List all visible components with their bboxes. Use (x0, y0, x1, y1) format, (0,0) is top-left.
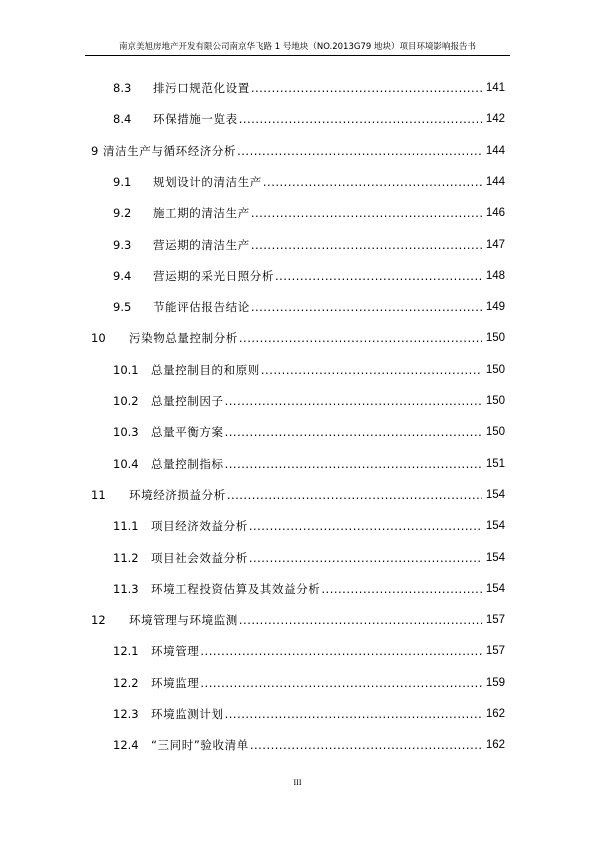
toc-entry-page: 144 (485, 175, 505, 188)
header-rule (85, 55, 510, 56)
toc-entry-title: 营运期的采光日照分析 (153, 268, 274, 283)
toc-entry-page: 162 (485, 739, 505, 752)
toc-entry-title: 节能评估报告结论 (153, 300, 250, 315)
toc-entry-title: 营运期的清洁生产 (153, 237, 250, 252)
toc-entry-number: 11.1 (113, 519, 139, 534)
toc-entry-number: 12.2 (113, 675, 139, 690)
toc-entry-title: 环境经济损益分析 (129, 487, 226, 502)
toc-entry-title: 环境监理 (151, 675, 200, 690)
toc-dot-leader (227, 488, 482, 502)
toc-entry-title: 环境工程投资估算及其效益分析 (151, 581, 321, 596)
toc-entry-page: 150 (485, 363, 505, 376)
toc-entry-title: 规划设计的清洁生产 (153, 174, 262, 189)
toc-entry-number: 10.4 (113, 456, 139, 471)
toc-entry-page: 144 (485, 144, 505, 157)
toc-dot-leader (239, 331, 482, 345)
toc-entry-page: 146 (485, 207, 505, 220)
toc-dot-leader (237, 144, 482, 158)
toc-dot-leader (251, 206, 482, 220)
toc-entry-page: 154 (485, 488, 505, 501)
toc-entry-number: 10 (91, 331, 106, 346)
toc-entry-page: 150 (485, 426, 505, 439)
toc-dot-leader (321, 582, 482, 596)
toc-entry[interactable] (113, 735, 505, 755)
toc-entry-number: 9.5 (113, 300, 132, 315)
toc-entry[interactable] (113, 422, 505, 442)
toc-entry[interactable] (113, 704, 505, 724)
toc-entry-number: 9.1 (113, 174, 132, 189)
toc-entry[interactable] (113, 673, 505, 693)
toc-entry-number: 12.3 (113, 707, 139, 721)
toc-entry-number: 8.4 (113, 112, 132, 127)
toc-entry-number: 12 (91, 613, 106, 628)
toc-entry-number: 10.1 (113, 362, 139, 377)
toc-entry-page: 154 (485, 520, 505, 533)
toc-entry-page: 159 (485, 676, 505, 689)
toc-dot-leader (200, 644, 482, 658)
toc-entry[interactable] (113, 235, 505, 255)
toc-entry-page: 151 (485, 457, 505, 470)
toc-entry-title: 排污口规范化设置 (153, 81, 250, 95)
toc-entry-title: 环境监测计划 (151, 707, 224, 721)
toc-entry[interactable] (113, 360, 505, 380)
toc-entry[interactable] (113, 548, 505, 568)
toc-dot-leader (239, 112, 482, 126)
toc-dot-leader (225, 707, 482, 721)
toc-entry-number: 12.4 (113, 738, 139, 753)
running-header: 南京美旭房地产开发有限公司南京华飞路 1 号地块（NO.2013G79 地块）项目环境影响报告书 (119, 42, 476, 52)
toc-dot-leader (263, 175, 482, 189)
toc-dot-leader (251, 81, 482, 95)
toc-entry-title: 环保措施一览表 (153, 112, 238, 127)
toc-entry-page: 148 (485, 269, 505, 282)
toc-entry-page: 147 (485, 238, 505, 251)
toc-entry-title: 项目社会效益分析 (151, 550, 248, 565)
toc-dot-leader (200, 676, 482, 690)
toc-entry[interactable] (113, 203, 505, 223)
toc-entry-page: 154 (485, 582, 505, 595)
toc-entry-title: 清洁生产与循环经济分析 (103, 143, 237, 158)
toc-entry-number: 10.2 (113, 394, 139, 408)
toc-entry-number: 8.3 (113, 81, 132, 95)
toc-dot-leader (249, 551, 482, 565)
toc-entry-number: 9 (91, 143, 99, 158)
toc-entry-number: 12.1 (113, 644, 139, 659)
toc-dot-leader (251, 300, 482, 314)
toc-entry[interactable] (113, 172, 505, 192)
toc-entry-title: 环境管理与环境监测 (129, 613, 238, 628)
toc-dot-leader (249, 519, 482, 533)
toc-entry-title: 总量平衡方案 (151, 425, 224, 440)
toc-entry[interactable] (113, 516, 505, 536)
toc-entry-page: 141 (485, 82, 505, 94)
toc-entry-number: 9.2 (113, 206, 132, 221)
toc-entry[interactable] (113, 579, 505, 599)
toc-entry-page: 150 (485, 395, 505, 407)
toc-entry[interactable] (91, 328, 505, 348)
page-number: III (293, 778, 302, 787)
toc-entry[interactable] (113, 109, 505, 129)
toc-entry-number: 11.3 (113, 581, 139, 596)
toc-entry-page: 154 (485, 551, 505, 564)
toc-entry-title: 施工期的清洁生产 (153, 206, 250, 221)
toc-entry[interactable] (91, 485, 505, 505)
toc-entry-page: 157 (485, 614, 505, 627)
toc-entry[interactable] (91, 610, 505, 630)
toc-entry-title: 总量控制因子 (151, 394, 224, 408)
toc-dot-leader (251, 238, 482, 252)
toc-entry-number: 9.3 (113, 237, 132, 252)
toc-entry[interactable] (91, 141, 505, 161)
toc-entry-page: 149 (485, 301, 505, 314)
toc-entry-page: 150 (485, 332, 505, 345)
toc-entry[interactable] (113, 454, 505, 474)
toc-entry[interactable] (113, 78, 505, 98)
toc-entry-title: “三同时”验收清单 (151, 738, 249, 753)
toc-dot-leader (261, 363, 482, 377)
toc-entry-title: 环境管理 (151, 644, 200, 659)
toc-dot-leader (250, 738, 482, 752)
toc-entry-title: 污染物总量控制分析 (129, 331, 238, 346)
toc-entry-page: 157 (485, 645, 505, 658)
toc-dot-leader (225, 425, 482, 439)
toc-entry-page: 142 (485, 113, 505, 126)
toc-dot-leader (225, 457, 482, 471)
toc-dot-leader (225, 394, 482, 408)
toc-entry-number: 11.2 (113, 550, 139, 565)
toc-entry[interactable] (113, 297, 505, 317)
toc-entry[interactable] (113, 266, 505, 286)
toc-entry-title: 总量控制目的和原则 (151, 362, 260, 377)
toc-entry[interactable] (113, 641, 505, 661)
toc-entry-number: 11 (91, 487, 106, 502)
toc-entry[interactable] (113, 391, 505, 411)
toc-dot-leader (275, 269, 482, 283)
toc-entry-title: 总量控制指标 (151, 456, 224, 471)
toc-entry-number: 9.4 (113, 268, 132, 283)
toc-dot-leader (239, 613, 482, 627)
toc-entry-title: 项目经济效益分析 (151, 519, 248, 534)
toc-entry-number: 10.3 (113, 425, 139, 440)
toc-entry-page: 162 (485, 708, 505, 720)
